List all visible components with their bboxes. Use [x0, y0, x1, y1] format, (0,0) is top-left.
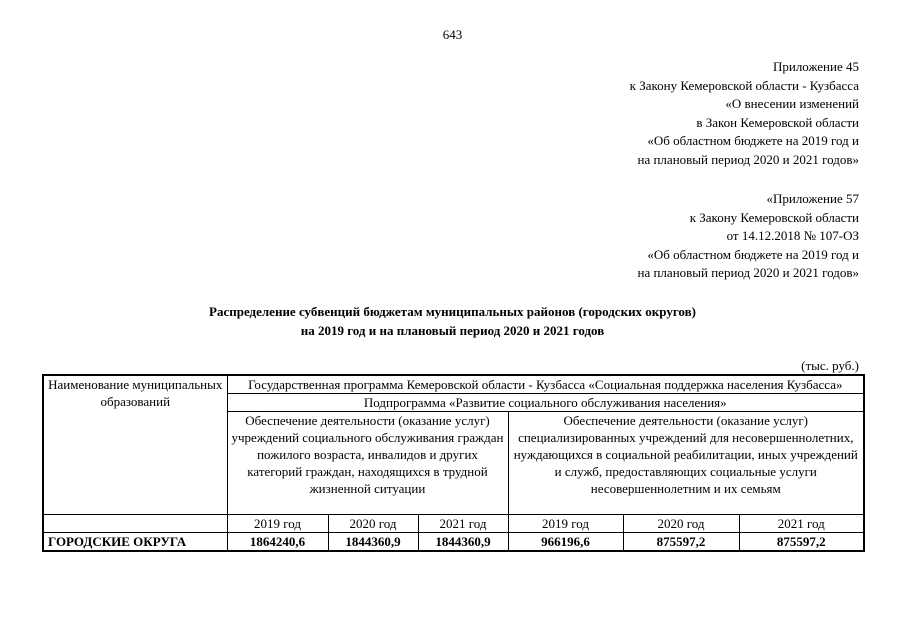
group-minors-services-header: Обеспечение деятельности (оказание услуг) специализированных учреждений для несовершеннолетних, нуждающихся в социальной реабилитации, иных учреждений и служб, предоставляющих социальные услуги несовершеннолетним и их семьям	[508, 412, 864, 515]
appendix-line: на плановый период 2020 и 2021 годов»	[637, 265, 859, 280]
appendix-line: на плановый период 2020 и 2021 годов»	[637, 151, 859, 167]
program-header: Государственная программа Кемеровской области - Кузбасса «Социальная поддержка населения Кузбасса»	[227, 375, 864, 394]
value-cell: 966196,6	[508, 533, 623, 552]
subvention-table	[42, 374, 865, 552]
appendix-line: от 14.12.2018 № 107-ОЗ	[726, 228, 859, 243]
value-cell: 1844360,9	[328, 533, 418, 552]
municipality-name-header: Наименование муниципальных образований	[43, 375, 227, 515]
group-elderly-services-header: Обеспечение деятельности (оказание услуг) учреждений социального обслуживания граждан пожилого возраста, инвалидов и других категорий граждан, находящихся в трудной жизненной ситуации	[227, 412, 508, 515]
appendix-line: «Об областном бюджете на 2019 год и	[647, 133, 859, 148]
document-title	[0, 302, 905, 340]
year-header: 2019 год	[508, 515, 623, 533]
appendix-57-header	[638, 190, 860, 283]
year-header: 2021 год	[739, 515, 864, 533]
year-header: 2021 год	[418, 515, 508, 533]
year-header: 2020 год	[623, 515, 739, 533]
appendix-line: «О внесении изменений	[725, 96, 859, 111]
header-row-years	[43, 515, 864, 533]
value-cell: 1864240,6	[227, 533, 328, 552]
value-cell: 875597,2	[739, 533, 864, 552]
table-row	[43, 533, 864, 552]
appendix-45-header	[630, 58, 859, 169]
header-row-program	[43, 375, 864, 394]
value-cell: 875597,2	[623, 533, 739, 552]
appendix-line: «Приложение 57	[766, 191, 859, 206]
appendix-line: в Закон Кемеровской области	[696, 114, 859, 130]
title-line: Распределение субвенций бюджетам муниципальных районов (городских округов)	[209, 304, 696, 319]
year-header: 2019 год	[227, 515, 328, 533]
subprogram-header: Подпрограмма «Развитие социального обслуживания населения»	[227, 394, 864, 412]
units-label: (тыс. руб.)	[801, 358, 859, 373]
appendix-line: «Об областном бюджете на 2019 год и	[647, 246, 859, 262]
title-line: на 2019 год и на плановый период 2020 и 2021 годов	[300, 323, 605, 338]
appendix-line: Приложение 45	[772, 59, 859, 74]
appendix-line: к Закону Кемеровской области - Кузбасса	[629, 77, 859, 93]
year-header: 2020 год	[328, 515, 418, 533]
appendix-line: к Закону Кемеровской области	[689, 209, 859, 225]
page-number: 643	[442, 27, 463, 42]
empty-cell	[43, 515, 227, 533]
row-label: ГОРОДСКИЕ ОКРУГА	[43, 533, 227, 552]
value-cell: 1844360,9	[418, 533, 508, 552]
